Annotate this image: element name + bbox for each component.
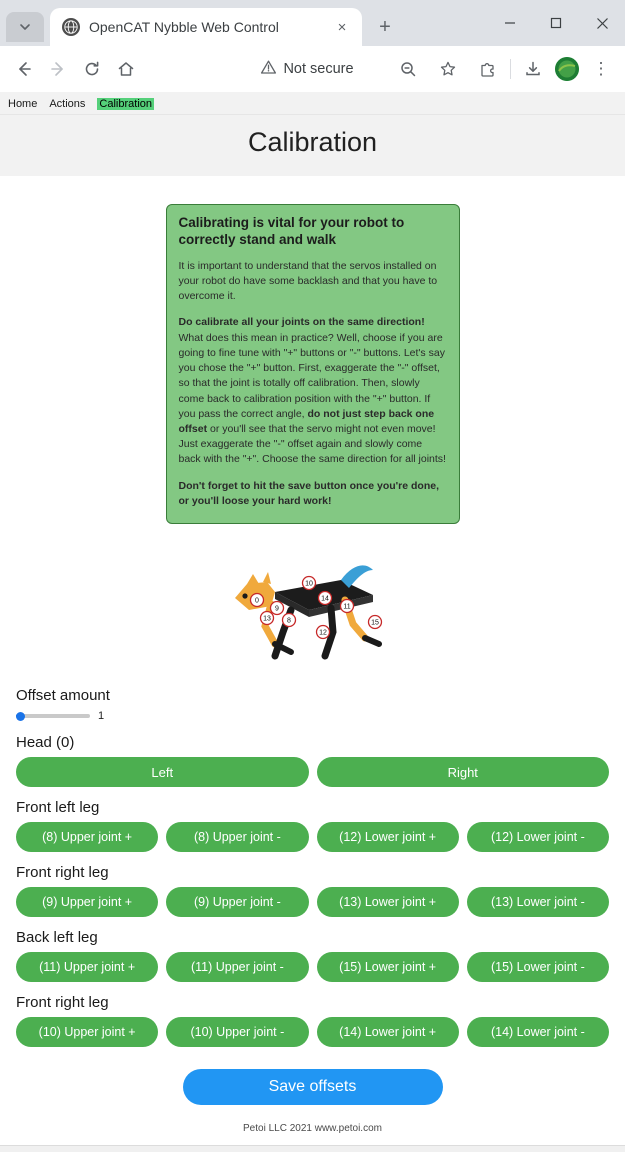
bl-upper-plus-button[interactable]: (11) Upper joint +	[16, 952, 158, 982]
section-back-right-leg	[16, 994, 609, 1047]
fl-lower-minus-button[interactable]: (12) Lower joint -	[467, 822, 609, 852]
section-label-front-left-leg: Front left leg	[16, 799, 100, 817]
button-row-back-left-leg	[16, 952, 609, 982]
svg-text:11: 11	[342, 603, 351, 611]
info-paragraph-3	[179, 479, 447, 509]
nav-item-home[interactable]: Home	[8, 98, 38, 110]
browser-menu-icon[interactable]: ⋮	[592, 59, 610, 78]
minimize-button[interactable]	[487, 0, 533, 46]
br-upper-plus-button[interactable]: (10) Upper joint +	[16, 1017, 158, 1047]
page-header	[0, 115, 625, 176]
download-icon[interactable]	[517, 53, 549, 85]
profile-avatar[interactable]	[551, 53, 583, 85]
nybble-robot-joint-diagram	[16, 540, 609, 675]
br-lower-plus-button[interactable]: (14) Lower joint +	[317, 1017, 459, 1047]
fr-upper-minus-button[interactable]: (9) Upper joint -	[166, 887, 308, 917]
save-offsets-button[interactable]: Save offsets	[183, 1069, 443, 1105]
extensions-icon[interactable]	[472, 53, 504, 85]
calibration-info-box	[166, 204, 460, 524]
security-label: Not secure	[283, 61, 354, 77]
svg-text:8: 8	[286, 617, 291, 625]
offset-amount-slider[interactable]	[16, 714, 90, 718]
offset-amount-row	[16, 710, 609, 722]
info-text-b: or you'll see that the servo might not even move! Just exaggerate the "-" offset again and slowly come back with the "+". Choose the same direction for all joints!	[178, 422, 446, 466]
maximize-button[interactable]	[533, 0, 579, 46]
tab-strip	[0, 0, 625, 46]
browser-toolbar	[0, 46, 625, 92]
svg-text:9: 9	[274, 605, 279, 613]
page-content	[0, 204, 625, 1140]
reload-icon[interactable]	[76, 53, 108, 85]
bl-lower-plus-button[interactable]: (15) Lower joint +	[317, 952, 459, 982]
fl-lower-plus-button[interactable]: (12) Lower joint +	[317, 822, 459, 852]
window-controls	[487, 0, 625, 46]
br-upper-minus-button[interactable]: (10) Upper joint -	[166, 1017, 308, 1047]
svg-text:15: 15	[370, 619, 379, 627]
offset-amount-label: Offset amount	[16, 687, 110, 705]
omnibox-actions	[392, 53, 464, 85]
section-front-left-leg	[16, 799, 609, 852]
page-footer: Petoi LLC 2021 www.petoi.com	[243, 1123, 382, 1135]
button-row-front-left-leg	[16, 822, 609, 852]
head-left-button[interactable]: Left	[16, 757, 309, 787]
fr-upper-plus-button[interactable]: (9) Upper joint +	[16, 887, 158, 917]
fr-lower-plus-button[interactable]: (13) Lower joint +	[317, 887, 459, 917]
avatar	[555, 57, 579, 81]
fl-upper-plus-button[interactable]: (8) Upper joint +	[16, 822, 158, 852]
security-status[interactable]	[260, 59, 353, 80]
close-window-button[interactable]	[579, 0, 625, 46]
bl-upper-minus-button[interactable]: (11) Upper joint -	[166, 952, 308, 982]
warning-triangle-icon	[260, 59, 277, 80]
bl-lower-minus-button[interactable]: (15) Lower joint -	[467, 952, 609, 982]
page-title: Calibration	[247, 127, 378, 157]
info-heading: Calibrating is vital for your robot to correctly stand and walk	[178, 215, 405, 247]
tab-title: OpenCAT Nybble Web Control	[89, 19, 279, 35]
section-label-back-right-leg: Front right leg	[16, 994, 109, 1012]
info-paragraph-2	[179, 315, 447, 467]
back-icon[interactable]	[8, 53, 40, 85]
info-text-a: What does this mean in practice? Well, choose if you are going to fine tune with "+" buttons or "-" buttons. Let's say you chose the "+" button. First, exaggerate the "-" offset, so that the joint is totally off calibration. Then, slowly come back to calibration position with the "+" button. If you pass the correct angle,	[178, 331, 445, 420]
section-back-left-leg	[16, 929, 609, 982]
info-strong-1: Do calibrate all your joints on the same direction!	[178, 316, 425, 329]
svg-text:12: 12	[318, 629, 327, 637]
new-tab-button[interactable]: +	[379, 15, 391, 38]
window-bottom-edge	[0, 1145, 625, 1152]
svg-text:0: 0	[254, 597, 259, 605]
close-tab-icon[interactable]: ×	[337, 18, 347, 36]
nav-item-calibration[interactable]: Calibration	[99, 98, 153, 110]
toolbar-divider	[510, 59, 511, 79]
button-row-head	[16, 757, 609, 787]
tab-search-button[interactable]	[6, 12, 44, 42]
section-label-front-right-leg: Front right leg	[16, 864, 109, 882]
zoom-out-icon[interactable]	[392, 53, 424, 85]
svg-text:14: 14	[320, 595, 329, 603]
head-right-button[interactable]: Right	[317, 757, 610, 787]
globe-icon	[62, 18, 80, 36]
star-icon[interactable]	[432, 53, 464, 85]
page-viewport	[0, 92, 625, 1145]
fl-upper-minus-button[interactable]: (8) Upper joint -	[166, 822, 308, 852]
section-front-right-leg	[16, 864, 609, 917]
section-label-head: Head (0)	[16, 734, 75, 752]
info-strong-2: do not just step back one offset	[178, 407, 435, 435]
forward-icon	[42, 53, 74, 85]
home-icon[interactable]	[110, 53, 142, 85]
svg-text:13: 13	[262, 615, 271, 623]
info-strong-3: Don't forget to hit the save button once you're done, or you'll loose your hard work!	[178, 479, 439, 507]
offset-amount-value: 1	[98, 710, 105, 723]
save-offsets-row	[16, 1069, 609, 1105]
fr-lower-minus-button[interactable]: (13) Lower joint -	[467, 887, 609, 917]
address-bar[interactable]	[150, 54, 464, 84]
br-lower-minus-button[interactable]: (14) Lower joint -	[467, 1017, 609, 1047]
button-row-front-right-leg	[16, 887, 609, 917]
svg-text:10: 10	[304, 580, 313, 588]
browser-tab[interactable]	[50, 8, 362, 46]
site-nav	[0, 92, 625, 115]
section-head	[16, 734, 609, 787]
section-label-back-left-leg: Back left leg	[16, 929, 98, 947]
info-paragraph-1: It is important to understand that the servos installed on your robot do have some backlash and that you have to overcome it.	[178, 259, 438, 303]
nav-item-actions[interactable]: Actions	[49, 98, 86, 110]
button-row-back-right-leg	[16, 1017, 609, 1047]
